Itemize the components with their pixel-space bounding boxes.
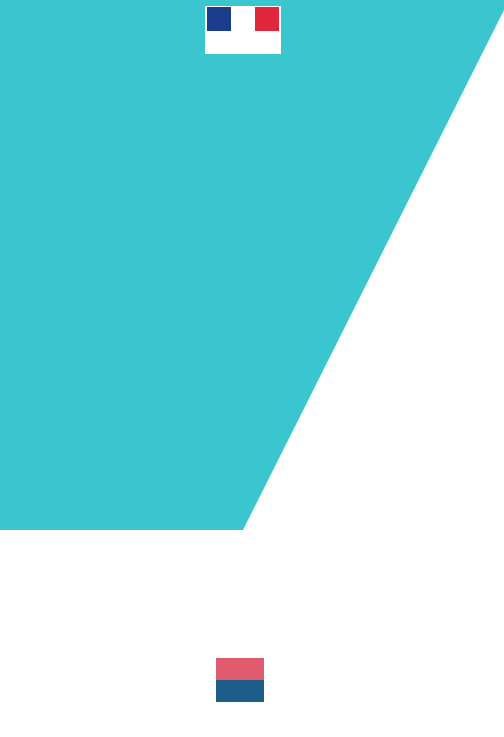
mildeca-logo-mark	[216, 658, 264, 702]
flag-icon	[207, 7, 279, 31]
mildeca-logo	[216, 658, 288, 737]
republique-francaise-logo	[205, 6, 281, 54]
